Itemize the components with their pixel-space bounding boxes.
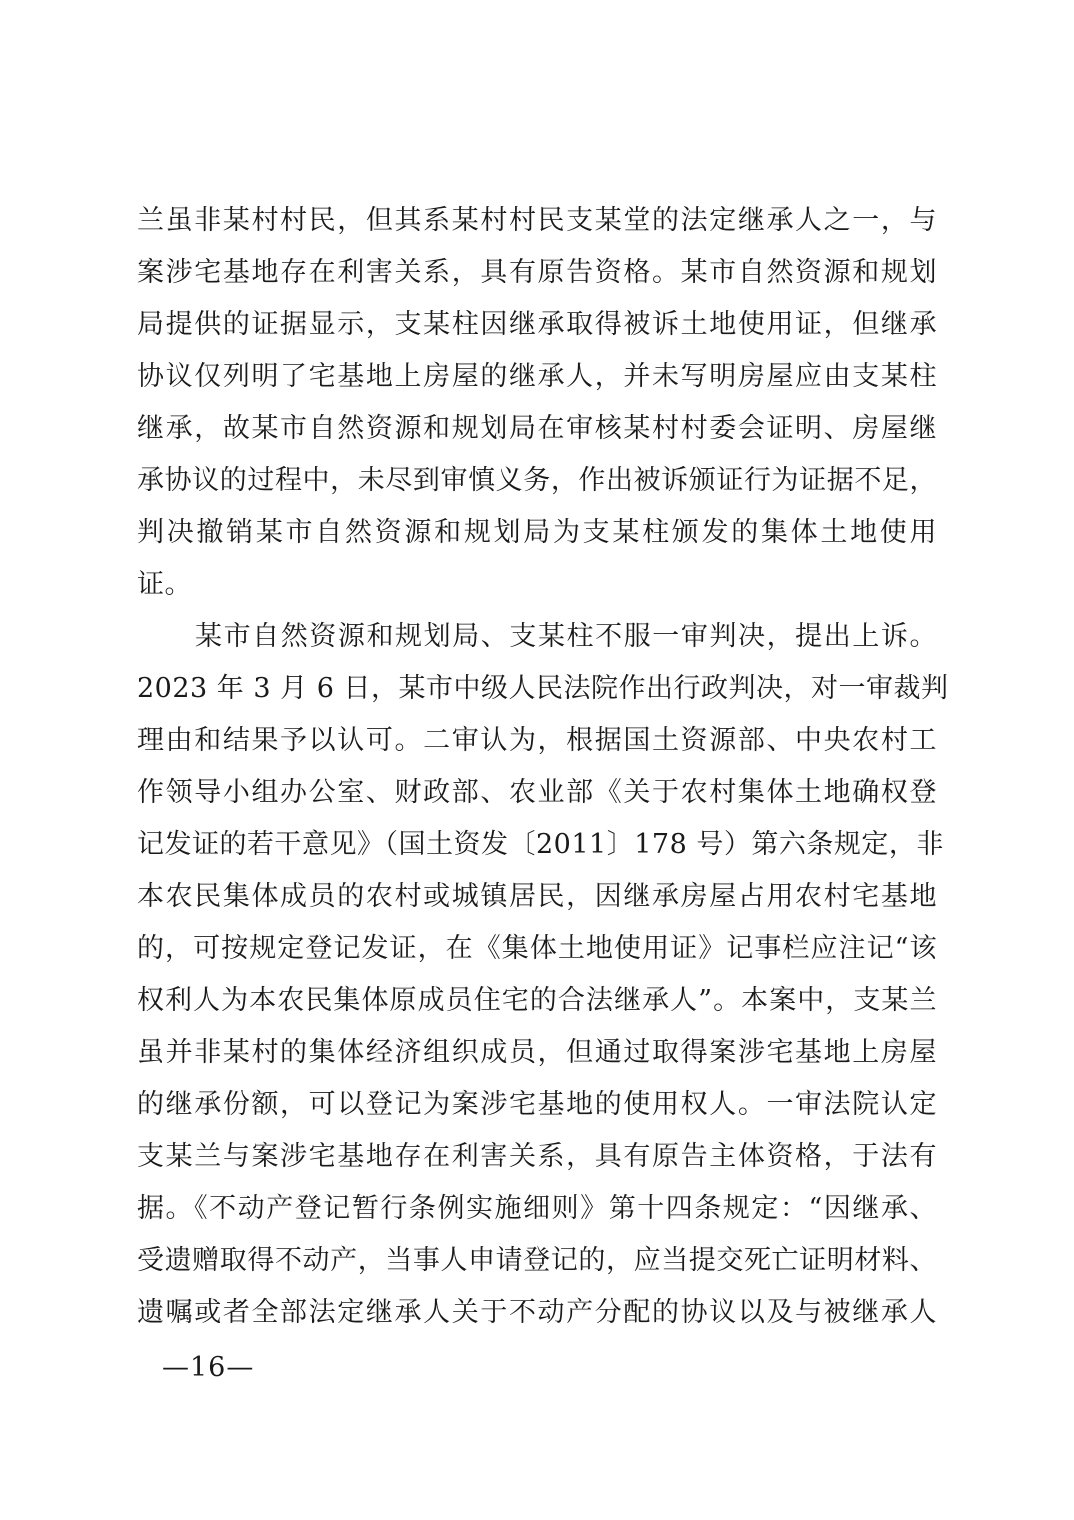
text-line: 据。《不动产登记暂行条例实施细则》第十四条规定：“因继承、 [137,1193,937,1224]
text-line: 本农民集体成员的农村或城镇居民，因继承房屋占用农村宅基地 [137,881,937,912]
text-line: 的继承份额，可以登记为案涉宅基地的使用权人。一审法院认定 [137,1089,937,1120]
text-line: 局提供的证据显示，支某柱因继承取得被诉土地使用证，但继承 [137,309,937,340]
body-text [137,195,949,1339]
text-line: 权利人为本农民集体原成员住宅的合法继承人”。本案中，支某兰 [137,985,937,1016]
text-line: 理由和结果予以认可。二审认为，根据国土资源部、中央农村工 [137,725,937,756]
text-line: 的，可按规定登记发证，在《集体土地使用证》记事栏应注记“该 [137,933,937,964]
text-line: 遗嘱或者全部法定继承人关于不动产分配的协议以及与被继承人 [137,1297,937,1328]
text-line: 兰虽非某村村民，但其系某村村民支某堂的法定继承人之一，与 [137,205,937,236]
text-line: 协议仅列明了宅基地上房屋的继承人，并未写明房屋应由支某柱 [137,361,937,392]
text-line: 继承，故某市自然资源和规划局在审核某村村委会证明、房屋继 [137,413,937,444]
page-number: —16— [162,1352,255,1383]
text-line: 判决撤销某市自然资源和规划局为支某柱颁发的集体土地使用 [137,517,937,548]
text-line: 记发证的若干意见》（国土资发〔2011〕178 号）第六条规定，非 [137,829,944,860]
text-line: 支某兰与案涉宅基地存在利害关系，具有原告主体资格，于法有 [137,1141,937,1172]
text-line: 作领导小组办公室、财政部、农业部《关于农村集体土地确权登 [137,777,937,808]
text-line: 2023 年 3 月 6 日，某市中级人民法院作出行政判决，对一审裁判 [137,673,949,704]
text-line: 案涉宅基地存在利害关系，具有原告资格。某市自然资源和规划 [137,257,937,288]
text-line: 虽并非某村的集体经济组织成员，但通过取得案涉宅基地上房屋 [137,1037,937,1068]
text-line: 承协议的过程中，未尽到审慎义务，作出被诉颁证行为证据不足， [137,465,937,496]
text-line: 证。 [137,569,192,600]
text-line: 某市自然资源和规划局、支某柱不服一审判决，提出上诉。 [195,621,937,652]
text-line: 受遗赠取得不动产，当事人申请登记的，应当提交死亡证明材料、 [137,1245,937,1276]
